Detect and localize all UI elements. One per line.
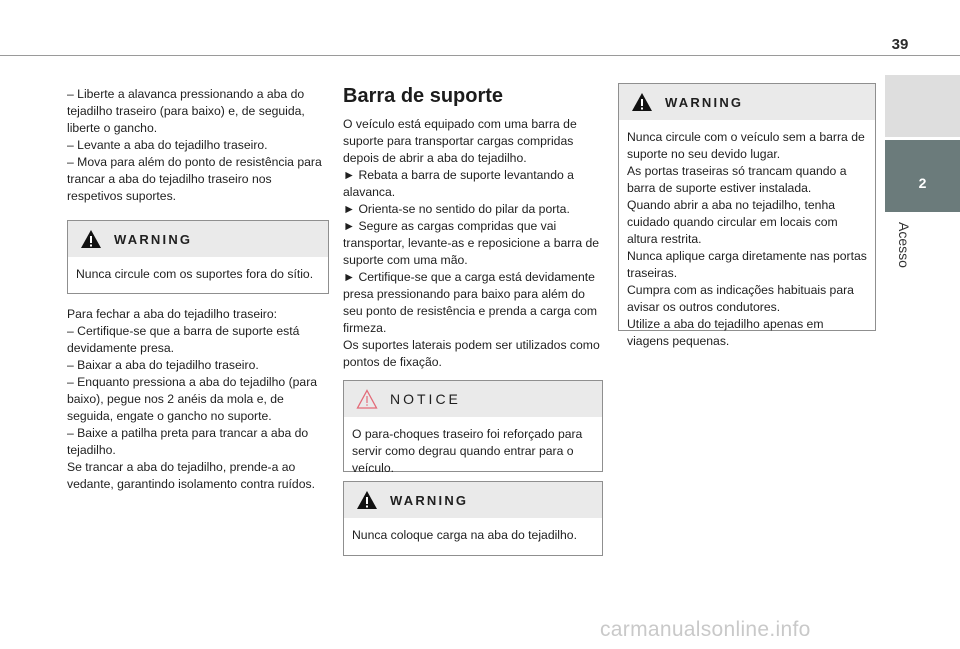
watermark: carmanualsonline.info: [600, 618, 811, 641]
notice-box: [343, 380, 603, 475]
warning-icon: [356, 490, 378, 510]
left-closing-text: Para fechar a aba do tejadilho traseiro: – Certifique-se que a barra de suporte está devidamente presa. – Baixar a aba do tejadilho traseiro. – Enquanto pressiona a aba do tejadilho (para baixo), pegue nos 2 anéis da mola e, de seguida, engate o gancho no suporte. – Baixe a patilha preta para trancar a aba do tejadilho. Se trancar a aba do tejadilho, prende-a ao vedante, garantindo isolamento contra ruídos.: [67, 307, 318, 491]
right-column: [618, 83, 876, 348]
warning-header: [344, 482, 602, 518]
side-tab-chapter[interactable]: 2: [885, 140, 960, 212]
left-column: [67, 86, 329, 493]
right-warning-box: [618, 83, 876, 348]
page-number: 39: [891, 36, 909, 53]
warning-title: WARNING: [114, 231, 193, 247]
warning-icon: [80, 229, 102, 249]
notice-header: [344, 381, 602, 417]
notice-title: NOTICE: [390, 390, 461, 407]
notice-icon: [356, 389, 378, 409]
notice-text: O para-choques traseiro foi reforçado para servir como degrau quando entrar para o veículo.: [352, 427, 583, 475]
middle-warning-box: [343, 481, 603, 556]
left-warning-box: [67, 220, 329, 294]
warning-text: Nunca coloque carga na aba do tejadilho.: [352, 528, 577, 542]
warning-text: Nunca circule com os suportes fora do sítio.: [76, 267, 314, 281]
warning-header: [68, 221, 328, 257]
header-divider: [0, 55, 960, 56]
warning-text: Nunca circule com o veículo sem a barra de suporte no seu devido lugar. As portas traseiras só trancam quando a barra de suporte estiver instalada. Quando abrir a aba no tejadilho, tenha cuidado quando circular em locais com altura restrita. Nunca aplique carga diretamente nas portas traseiras. Cumpra com as indicações habituais para avisar os outros condutores. Utilize a aba do tejadilho apenas em viagens pequenas.: [627, 130, 867, 348]
warning-title: WARNING: [390, 492, 469, 508]
middle-body-text: O veículo está equipado com uma barra de suporte para transportar cargas compridas depois de abrir a aba do tejadilho. ► Rebata a barra de suporte levantando a alavanca. ► Orienta-se no sentido do pilar da porta. ► Segure as cargas compridas que vai transportar, levante-as e reposicione a barra de suporte com uma mão. ► Certifique-se que a carga está devidamente presa pressionando para baixo para além do seu ponto de resistência e prenda a carga com firmeza. Os suportes laterais podem ser utilizados como pontos de fixação.: [343, 117, 600, 369]
warning-title: WARNING: [665, 94, 744, 110]
warning-icon: [631, 92, 653, 112]
left-intro-text: – Liberte a alavanca pressionando a aba do tejadilho traseiro (para baixo) e, de seguida, liberte o gancho. – Levante a aba do tejadilho traseiro. – Mova para além do ponto de resistência para trancar a aba do tejadilho traseiro nos respetivos suportes.: [67, 87, 322, 203]
middle-column: [343, 84, 603, 556]
section-title: Barra de suporte: [343, 85, 504, 107]
side-section-label: Acesso: [896, 222, 912, 268]
warning-header: [619, 84, 875, 120]
side-tab-inactive: [885, 75, 960, 137]
